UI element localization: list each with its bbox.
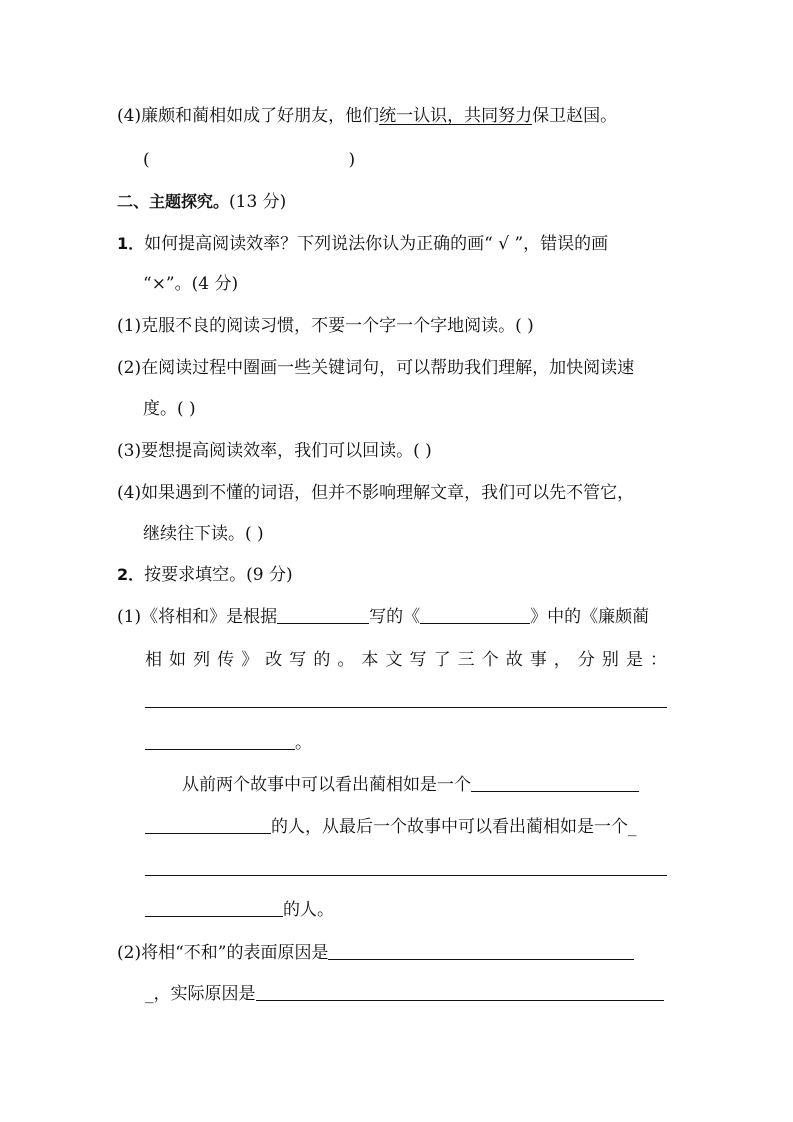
paren-close: ) xyxy=(348,150,356,170)
justified-char: 的 xyxy=(313,650,331,670)
q2-p2-line2 xyxy=(145,982,664,1006)
answer-line-stories-end[interactable] xyxy=(145,731,295,750)
section-points: (13 分) xyxy=(229,192,287,212)
justified-char: 分 xyxy=(577,650,595,670)
justified-char: 列 xyxy=(193,650,211,670)
q2-p2-line1 xyxy=(117,941,634,965)
q4-text-pre: (4)廉颇和蔺相如成了好朋友，他们 xyxy=(117,106,380,126)
justified-char: 是 xyxy=(625,650,643,670)
q2-p1-line5 xyxy=(182,773,639,797)
q2-p1-text-f: 的人，从最后一个故事中可以看出蔺相如是一个_ xyxy=(271,817,637,837)
justified-char: 如 xyxy=(169,650,187,670)
justified-char: 事 xyxy=(529,650,547,670)
q2-prompt xyxy=(117,563,293,587)
q1-item-4-cont: 继续往下读。( ) xyxy=(143,524,264,544)
q2-p1-text-g: 的人。 xyxy=(283,900,334,920)
justified-char: 三 xyxy=(457,650,475,670)
q4-line xyxy=(117,104,617,128)
paren-open: ( xyxy=(143,150,150,170)
q2-p1-text-a: (1)《将相和》是根据 xyxy=(117,607,278,627)
q4-answer-parens xyxy=(143,148,355,172)
justified-char: 本 xyxy=(361,650,379,670)
q1-item-1: (1)克服不良的阅读习惯，不要一个字一个字地阅读。( ) xyxy=(117,316,534,336)
q4-underlined-phrase: 统一认识，共同努力 xyxy=(379,106,533,126)
q1-item-3: (3)要想提高阅读效率，我们可以回读。( ) xyxy=(117,441,432,461)
justified-char: 传 xyxy=(217,650,235,670)
q2-p1-line8 xyxy=(145,898,334,922)
character-trait-blank-1-end[interactable] xyxy=(145,815,271,834)
q2-p1-text-b: 写的《 xyxy=(369,607,421,627)
justified-char: 写 xyxy=(289,650,307,670)
justified-char: 故 xyxy=(505,650,523,670)
section-title: 二、主题探究。 xyxy=(117,192,230,211)
character-trait-blank-2[interactable] xyxy=(145,875,667,876)
q2-p1-line6 xyxy=(145,815,637,839)
actual-reason-blank[interactable] xyxy=(256,982,664,1001)
justified-char: 》 xyxy=(241,650,259,670)
justified-char: 个 xyxy=(481,650,499,670)
justified-char: 。 xyxy=(337,650,355,670)
surface-reason-blank[interactable] xyxy=(328,941,634,960)
q2-number: 2． xyxy=(117,565,145,584)
author-blank[interactable] xyxy=(277,605,369,624)
q2-p2-text-a: (2)将相“不和”的表面原因是 xyxy=(117,943,329,963)
justified-char: 改 xyxy=(265,650,283,670)
q2-p1-line1 xyxy=(117,605,649,629)
justified-char: 了 xyxy=(433,650,451,670)
q1-item-2: (2)在阅读过程中圈画一些关键词句，可以帮助我们理解，加快阅读速 xyxy=(117,358,635,378)
answer-line-stories[interactable] xyxy=(145,707,667,708)
q2-p1-text-c: 》中的《廉颇蔺 xyxy=(530,607,650,627)
q1-text: 如何提高阅读效率？下列说法你认为正确的画“ √ ”，错误的画 xyxy=(144,234,609,254)
period: 。 xyxy=(295,733,312,753)
q2-p1-line4 xyxy=(145,731,312,755)
q2-text: 按要求填空。(9 分) xyxy=(144,565,293,585)
section-2-heading xyxy=(117,190,286,214)
q1-item-4: (4)如果遇到不懂的词语，但并不影响理解文章，我们可以先不管它， xyxy=(117,483,635,503)
book-title-blank[interactable] xyxy=(420,605,530,624)
justified-char: ， xyxy=(553,650,571,670)
justified-char: 写 xyxy=(409,650,427,670)
q1-item-2-cont: 度。( ) xyxy=(143,399,196,419)
q2-p1-line2 xyxy=(145,648,667,672)
justified-char: 相 xyxy=(145,650,162,670)
justified-char: 文 xyxy=(385,650,403,670)
character-trait-blank-2-end[interactable] xyxy=(145,898,283,917)
character-trait-blank-1[interactable] xyxy=(471,773,639,792)
q1-number: 1． xyxy=(117,234,145,253)
q2-p2-text-b: _，实际原因是 xyxy=(145,984,256,1004)
justified-char: ： xyxy=(649,650,667,670)
q4-text-post: 保卫赵国。 xyxy=(532,106,618,126)
justified-char: 别 xyxy=(601,650,619,670)
q1-prompt-line1 xyxy=(117,232,608,256)
q2-p1-text-e: 从前两个故事中可以看出蔺相如是一个 xyxy=(182,775,471,795)
q1-prompt-line2: “×”。(4 分) xyxy=(143,274,239,294)
